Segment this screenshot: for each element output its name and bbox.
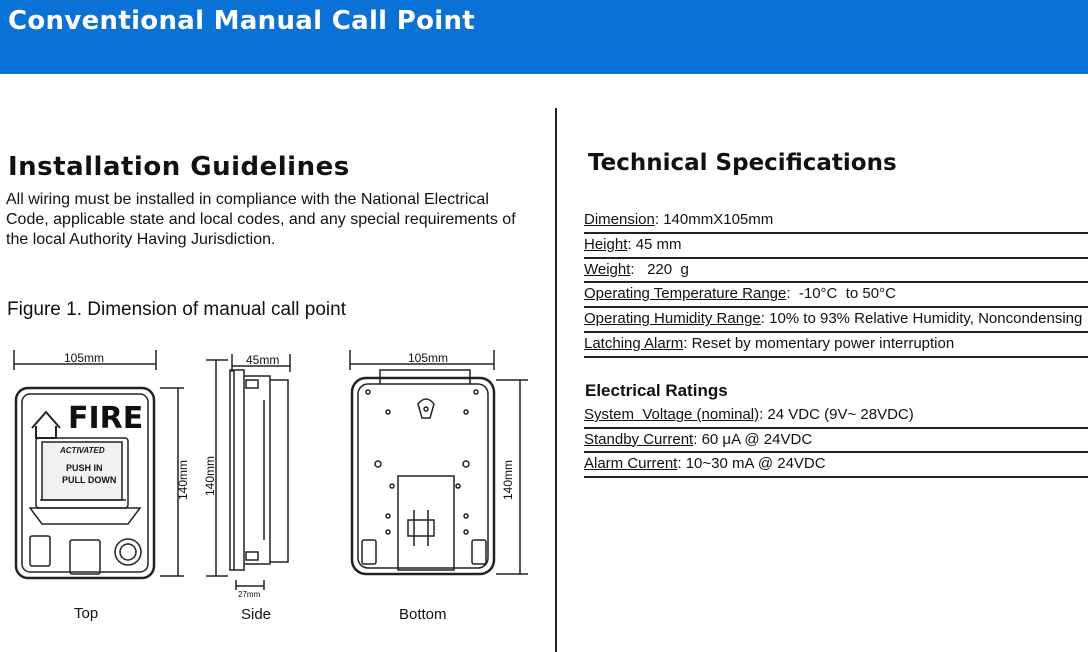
- installation-title: Installation Guidelines: [8, 152, 350, 182]
- side-depth-label: 27mm: [238, 590, 261, 599]
- spec-row-height: Height: 45 mm: [584, 234, 1088, 259]
- top-view-label: Top: [74, 605, 99, 622]
- spec-row-weight: Weight: 220 g: [584, 259, 1088, 284]
- electrical-ratings-title: Electrical Ratings: [585, 381, 728, 400]
- specifications-list: [584, 209, 1088, 358]
- spec-row-system-voltage: System Voltage (nominal): 24 VDC (9V~ 28VDC): [584, 404, 1088, 429]
- spec-row-latching-alarm: Latching Alarm: Reset by momentary power interruption: [584, 333, 1088, 358]
- top-width-label: 105mm: [64, 351, 105, 365]
- side-view-label: Side: [241, 606, 272, 623]
- spec-row-alarm-current: Alarm Current: 10~30 mA @ 24VDC: [584, 453, 1088, 478]
- spec-row-standby-current: Standby Current: 60 μA @ 24VDC: [584, 429, 1088, 454]
- technical-specifications-title: Technical Specifications: [588, 150, 897, 176]
- page-title: Conventional Manual Call Point: [8, 6, 475, 36]
- bottom-width-label: 105mm: [408, 351, 449, 365]
- side-width-label: 45mm: [246, 353, 280, 367]
- column-divider: [555, 108, 557, 652]
- fire-text: FIRE: [68, 401, 144, 436]
- bottom-view-label: Bottom: [399, 606, 447, 623]
- electrical-ratings-list: [584, 404, 1088, 478]
- top-height-label: 140mm: [176, 459, 190, 500]
- activated-text: ACTIVATED: [60, 446, 105, 455]
- pull-down-text: PULL DOWN: [62, 475, 117, 485]
- spec-row-humidity: Operating Humidity Range: 10% to 93% Relative Humidity, Noncondensing: [584, 308, 1088, 333]
- push-in-text: PUSH IN: [66, 463, 103, 473]
- installation-text: All wiring must be installed in compliance with the National Electrical Code, applicable state and local codes, and any special requirements of the local Authority Having Jurisdiction.: [6, 191, 516, 248]
- side-height-label: 140mm: [203, 455, 217, 496]
- page-header: [0, 0, 1088, 74]
- side-view-drawing: [206, 354, 290, 590]
- spec-row-dimension: Dimension: 140mmX105mm: [584, 209, 1088, 234]
- dimension-figure: [0, 340, 540, 640]
- bottom-height-label: 140mm: [501, 459, 515, 500]
- spec-row-temperature: Operating Temperature Range: -10°C to 50°C: [584, 283, 1088, 308]
- figure-caption: Figure 1. Dimension of manual call point: [7, 299, 347, 320]
